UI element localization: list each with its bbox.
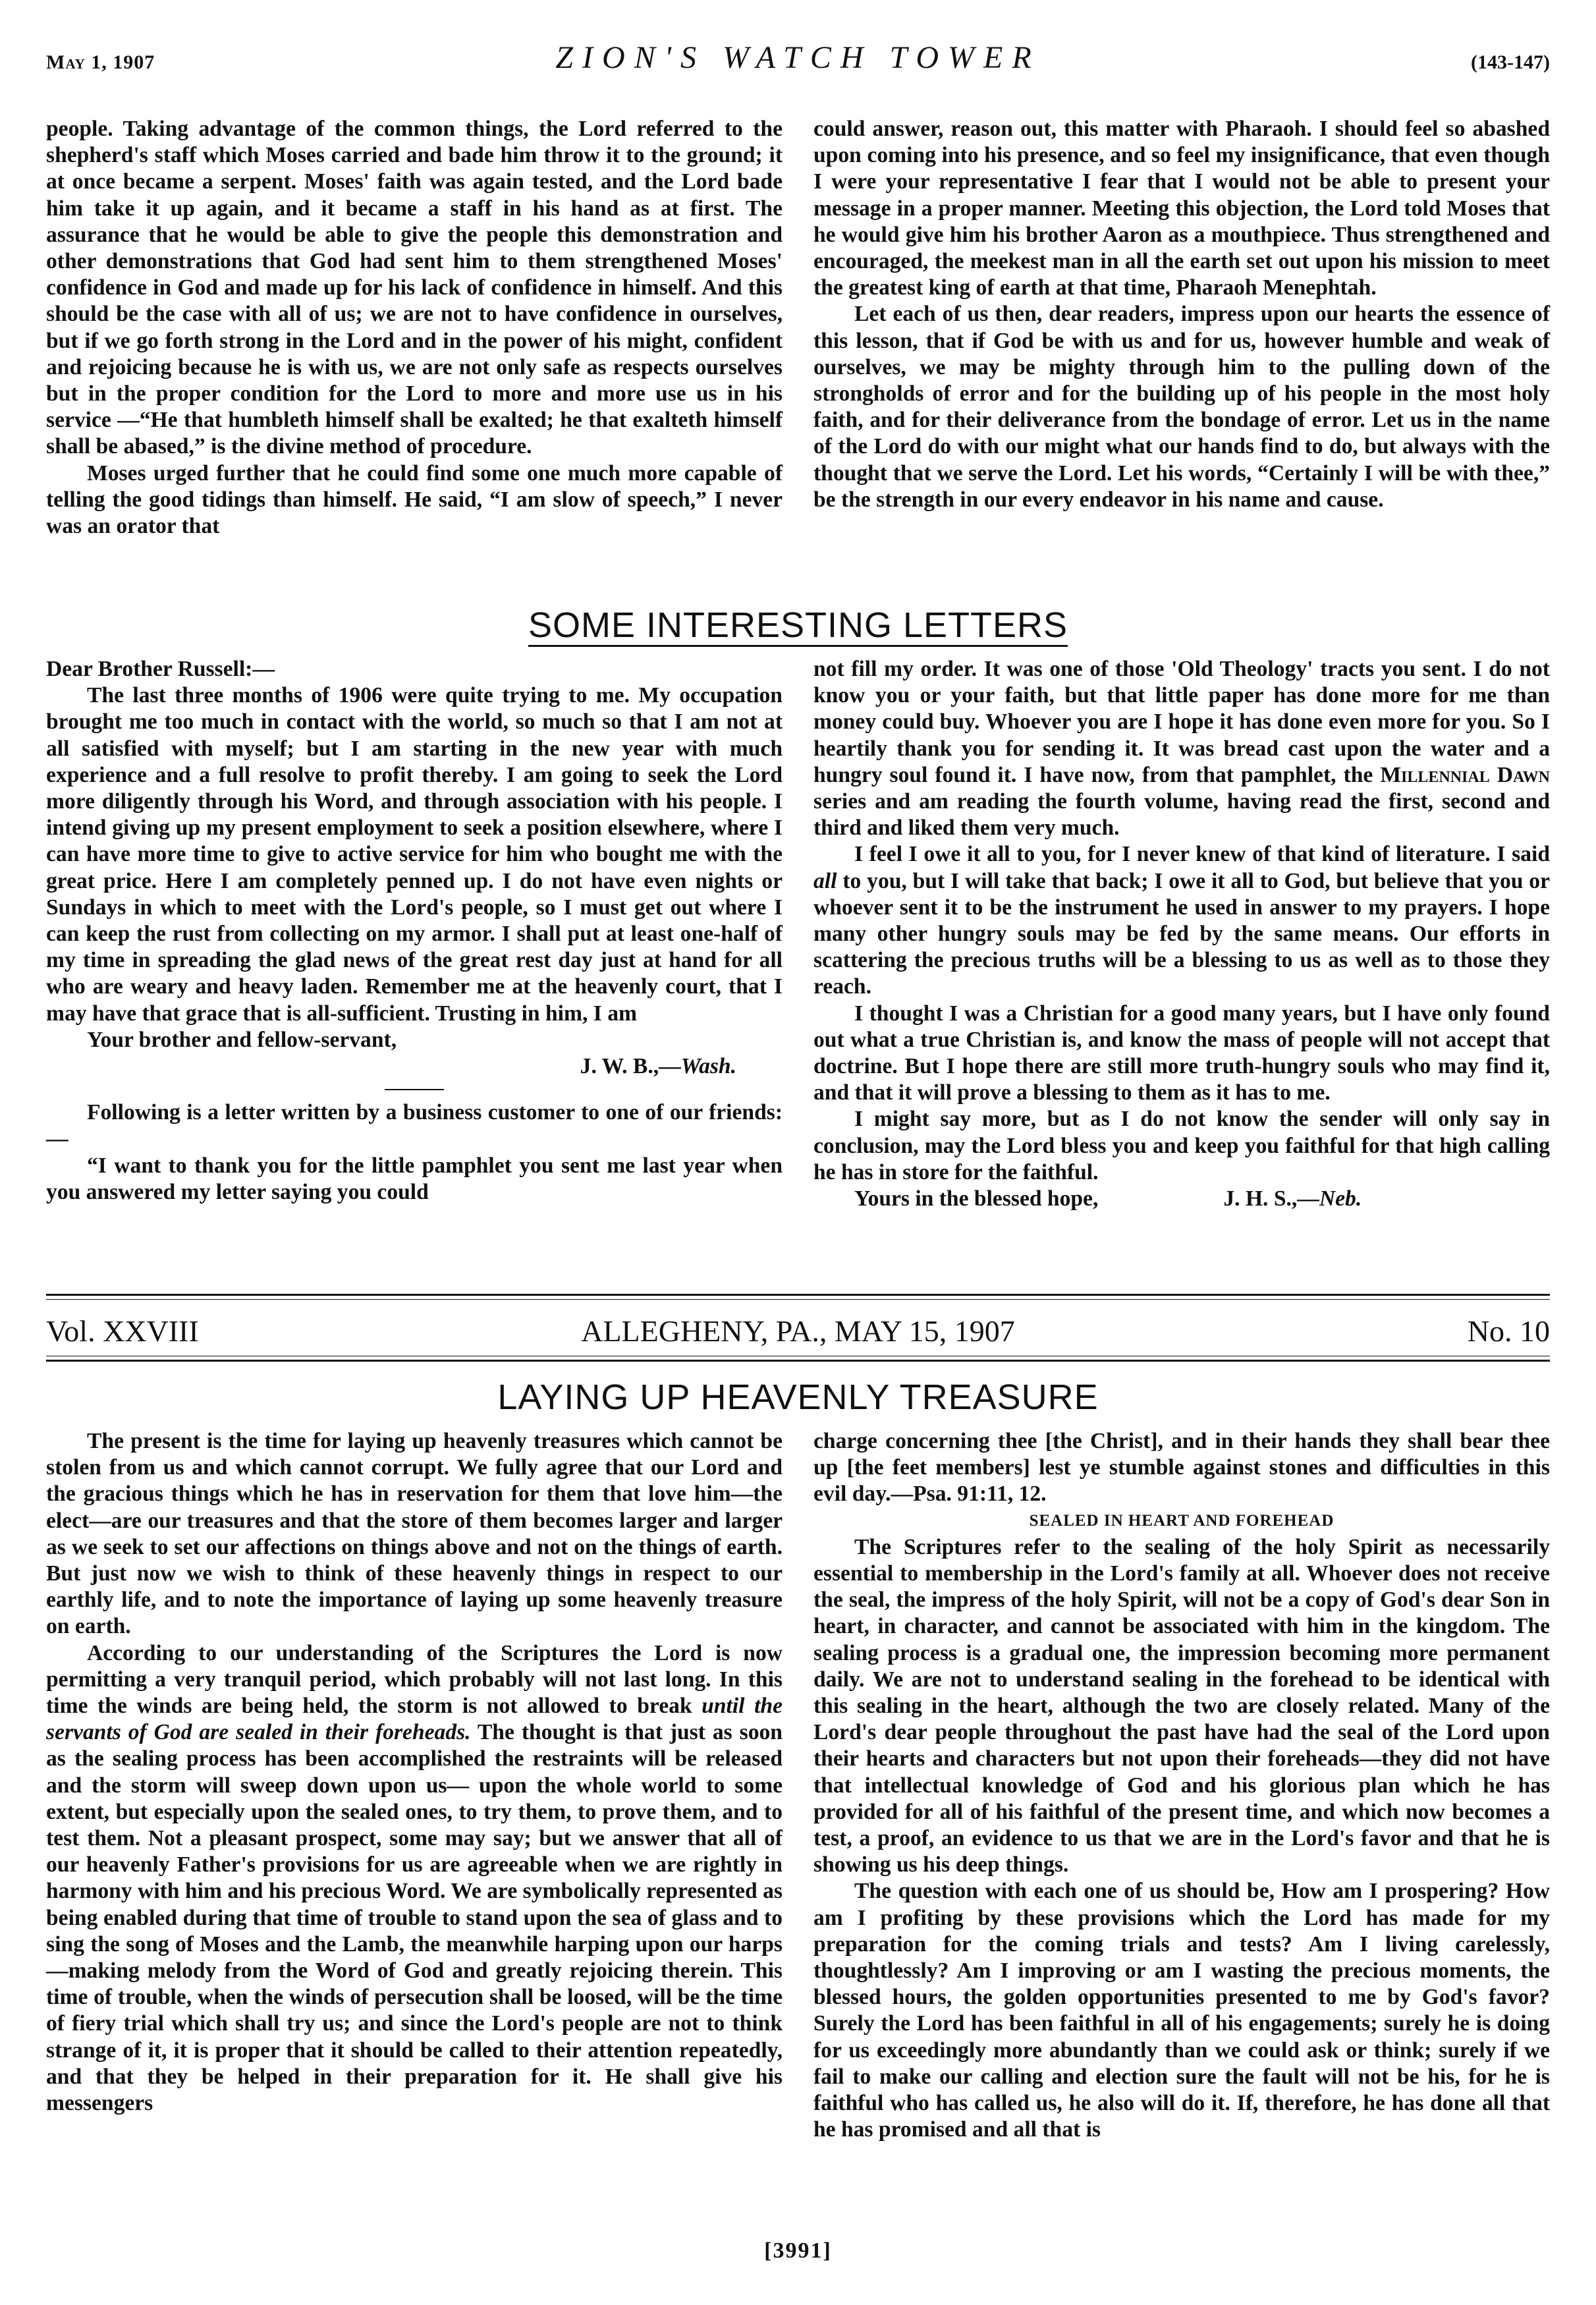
letter-salutation: Dear Brother Russell:—: [46, 657, 275, 681]
divider: [385, 1089, 444, 1090]
paragraph: Moses urged further that he could find some one much more capable of telling the good tidings than himself. He said, “I am slow of speech,” I never was an orator that: [46, 460, 783, 539]
letters-right-column: [813, 656, 1550, 1212]
letters-title: SOME INTERESTING LETTERS: [46, 605, 1550, 646]
letter-signature: J. W. B.,—Wash.: [580, 1054, 736, 1079]
letter-closing: Your brother and fellow-servant,: [87, 1027, 397, 1052]
paragraph: The present is the time for laying up heavenly treasures which cannot be stolen from us and which cannot corrupt. We fully agree that our Lord and the gracious things which he has in reservation for them that love him—the elect—are our treasures and that the store of them becomes larger and larger as we seek to set our affections on things above and not on the things of earth. But just now we wish to think of these heavenly things in respect to our earthly life, and to note the importance of laying up some heavenly treasure on earth.: [46, 1429, 783, 1639]
masthead: [46, 1310, 1550, 1349]
issue-number: No. 10: [1467, 1314, 1550, 1348]
paragraph: could answer, reason out, this matter with Pharaoh. I should feel so abashed upon coming into his presence, and so feel my insignificance, that even though I were your representative I fear that I would not be able to present your message in a proper manner. Meeting this objection, the Lord told Moses that he would give him his brother Aaron as a mouthpiece. Thus strengthened and encouraged, the meekest man in all the earth set out upon his mission to meet the greatest king of earth at that time, Pharaoh Menephtah.: [813, 117, 1550, 300]
running-head: [46, 40, 1550, 86]
page-number: [3991]: [764, 2238, 832, 2263]
paragraph: “I want to thank you for the little pamphlet you sent me last year when you answered my letter saying you could: [46, 1153, 783, 1204]
letters-section: [46, 656, 1550, 1212]
article-title: LAYING UP HEAVENLY TREASURE: [497, 1377, 1099, 1417]
running-head-pages: (143-147): [1471, 51, 1550, 73]
paragraph: Following is a letter written by a business customer to one of our friends:—: [46, 1100, 783, 1152]
paragraph: charge concerning thee [the Christ], and in their hands they shall bear thee up [the feet members] lest ye stumble against stones and difficulties in this evil day.—Psa. 91:11, 12.: [813, 1429, 1550, 1507]
masthead-rule-top: [46, 1294, 1550, 1296]
paragraph: I might say more, but as I do not know the sender will only say in conclusion, may the Lord bless you and keep you faithful for that high calling he has in store for the faithful.: [813, 1107, 1550, 1184]
top-right-column: [813, 116, 1550, 540]
article-right-column: [813, 1428, 1550, 2143]
paragraph: I thought I was a Christian for a good many years, but I have only found out what a true Christian is, and know the mass of people will not accept that doctrine. But I hope there are still more truth-hungry souls who may find it, and that it will prove a blessing to them as it has to me.: [813, 1001, 1550, 1105]
paragraph: Let each of us then, dear readers, impress upon our hearts the essence of this lesson, that if God be with us and for us, however humble and weak of ourselves, we may be mighty through him to the pulling down of the strongholds of error and for the building up of his people in the most holy faith, and for their deliverance from the bondage of error. Let us in the name of the Lord do with our might what our hands find to do, but always with the thought that we serve the Lord. Let his words, “Certainly I will be with thee,” be the strength in our every endeavor in his name and cause.: [813, 302, 1550, 512]
letters-left-column: [46, 656, 783, 1212]
paragraph: The Scriptures refer to the sealing of the holy Spirit as necessarily essential to membership in the Lord's family at all. Whoever does not receive the seal, the impress of the holy Spirit, will not be a copy of God's dear Son in heart, in character, and cannot be associated with him in the kingdom. The sealing process is a gradual one, the impression becoming more permanent daily. We are not to understand sealing in the forehead to be identical with this sealing in the heart, although the two are closely related. Many of the Lord's dear people throughout the past have had the seal of the Lord upon their hearts and characters but not upon their foreheads—they did not have that intellectual knowledge of God and his glorious plan which he has provided for all of his faithful of the present time, and which now becomes a test, a proof, an evidence to us that we are in the Lord's favor and that he is showing us his deep things.: [813, 1534, 1550, 1877]
masthead-rule-bottom: [46, 1360, 1550, 1362]
masthead-rule-top-thin: [46, 1299, 1550, 1300]
document-page: [46, 40, 1550, 2266]
article-section: [46, 1428, 1550, 2143]
place-date: ALLEGHENY, PA., MAY 15, 1907: [581, 1314, 1015, 1348]
running-head-date: May 1, 1907: [46, 51, 155, 73]
subheading: SEALED IN HEART AND FOREHEAD: [1029, 1511, 1335, 1530]
running-head-title: ZION'S WATCH TOWER: [555, 40, 1041, 75]
paragraph: I feel I owe it all to you, for I never knew of that kind of literature. I said all to you, but I will take that back; I owe it all to God, but believe that you or whoever sent it to be the instrument he used in answer to my prayers. I hope many other hungry souls may be fed by the same means. Our efforts in scattering the precious truths will be a blessing to us as well as to those they reach.: [813, 842, 1550, 999]
paragraph: people. Taking advantage of the common things, the Lord referred to the shepherd's staff which Moses carried and bade him throw it to the ground; it at once became a serpent. Moses' faith was again tested, and the Lord bade him take it up again, and it became a staff in his hand as at first. The assurance that he would be able to give the people this demonstration and other demonstrations that God had sent him to them strengthened Moses' confidence in God and made up for his lack of confidence in himself. And this should be the case with all of us; we are not to have confidence in ourselves, but if we go forth strong in the Lord and in the power of his might, confident and rejoicing because he is with us, we are not only safe as respects ourselves but in the proper condition for the Lord to more and more use us in his service —“He that humbleth himself shall be exalted; he that exalteth himself shall be abased,” is the divine method of procedure.: [46, 117, 783, 459]
paragraph: The question with each one of us should be, How am I prospering? How am I profiting by these provisions which the Lord has made for my preparation for the coming trials and tests? Am I living carelessly, thoughtlessly? Am I improving or am I wasting the precious moments, the blessed hours, the golden opportunities presented to me by God's favor? Surely the Lord has been faithful in all of his engagements; surely he is doing for us exceedingly more abundantly than we could ask or think; surely if we fail to make our calling and election sure the fault will not be his, for he is faithful who has called us, he also will do it. If, therefore, he has done all that he has promised and all that is: [813, 1879, 1550, 2142]
volume-number: Vol. XXVIII: [46, 1314, 199, 1348]
top-section: [46, 116, 1550, 540]
paragraph: The last three months of 1906 were quite trying to me. My occupation brought me too much in contact with the world, so much so that I am not at all satisfied with myself; but I am starting in the new year with much experience and a full resolve to profit thereby. I am going to seek the Lord more diligently through his Word, and through association with his people. I intend giving up my present employment to seek a position elsewhere, where I can have more time to give to active service for him who bought me with the great price. Here I am completely penned up. I do not have even nights or Sundays in which to meet with the Lord's people, so I must get out where I can keep the rust from collecting on my armor. I shall put at least one-half of my time in spreading the glad news of the great rest day just at hand for all who are weary and heavy laden. Remember me at the heavenly court, that I may have that grace that is all-sufficient. Trusting in him, I am: [46, 683, 783, 1026]
paragraph: According to our understanding of the Scriptures the Lord is now permitting a very tranquil period, which probably will not last long. In this time the winds are being held, the storm is not allowed to break until the servants of God are sealed in their foreheads. The thought is that just as soon as the sealing process has been accomplished the restraints will be released and the storm will sweep down upon us— upon the whole world to some extent, but especially upon the sealed ones, to try them, to prove them, and to test them. Not a pleasant prospect, some may say; but we answer that all of our heavenly Father's provisions for us are agreeable when we are rightly in harmony with him and his precious Word. We are symbolically represented as being enabled during that time of trouble to stand upon the sea of glass and to sing the song of Moses and the Lamb, the meanwhile harping upon our harps—making melody from the Word of God and greatly rejoicing therein. This time of trouble, when the winds of persecution shall be loosed, will be the time of fiery trial which shall try us; and since the Lord's people are not to think strange of it, it is proper that it should be called to their attention repeatedly, and that they be helped in their preparation for it. He shall give his messengers: [46, 1640, 783, 2116]
article-left-column: [46, 1428, 783, 2143]
top-left-column: [46, 116, 783, 540]
paragraph: not fill my order. It was one of those 'Old Theology' tracts you sent. I do not know you or your faith, but that little paper has done more for me than money could buy. Whoever you are I hope it has done even more for you. So I heartily thank you for sending it. It was bread cast upon the water and a hungry soul found it. I have now, from that pamphlet, the Millennial Dawn series and am reading the fourth volume, having read the first, second and third and liked them very much.: [813, 657, 1550, 841]
letter-closing: Yours in the blessed hope, J. H. S.,—Neb.: [854, 1186, 1362, 1211]
